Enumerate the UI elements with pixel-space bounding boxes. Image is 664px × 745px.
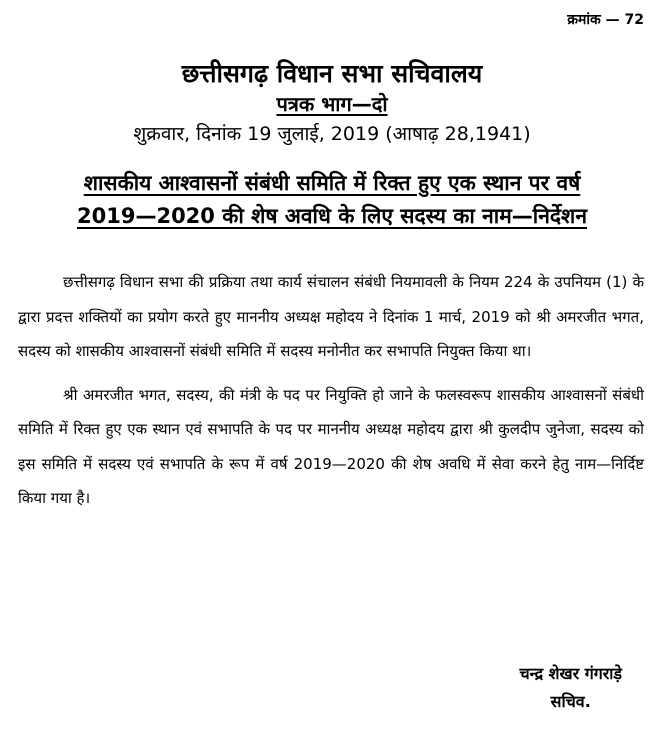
subject-heading <box>0 167 664 233</box>
bulletin-part-title: पत्रक भाग—दो <box>276 92 388 116</box>
secretariat-title: छत्तीसगढ़ विधान सभा सचिवालय <box>181 59 483 88</box>
signatory-name: चन्द्र शेखर गंगराड़े <box>519 664 622 683</box>
subject-line-2: 2019—2020 की शेष अवधि के लिए सदस्य का नाम—निर्देशन <box>77 204 587 228</box>
document-header <box>0 58 664 148</box>
signatory-designation: सचिव. <box>550 692 591 711</box>
document-number: क्रमांक — 72 <box>567 12 644 28</box>
document-body <box>18 265 644 525</box>
subject-line-1: शासकीय आश्वासनों संबंधी समिति में रिक्त हुए एक स्थान पर वर्ष <box>83 171 581 195</box>
signature-block <box>519 660 622 716</box>
body-paragraph-1: छत्तीसगढ़ विधान सभा की प्रक्रिया तथा कार्य संचालन संबंधी नियमावली के नियम 224 के उपनियम (1) के द्वारा प्रदत्त शक्तियों का प्रयोग करते हुए माननीय अध्यक्ष महोदय ने दिनांक 1 मार्च, 2019 को श्री अमरजीत भगत, सदस्य को शासकीय आश्वासनों संबंधी समिति में सदस्य मनोनीत कर सभापति नियुक्त किया था। <box>18 273 644 360</box>
body-paragraph-2: श्री अमरजीत भगत, सदस्य, की मंत्री के पद पर नियुक्ति हो जाने के फलस्वरूप शासकीय आश्वासनों संबंधी समिति में रिक्त हुए एक स्थान एवं सभापति के पद पर माननीय अध्यक्ष महोदय द्वारा श्री कुलदीप जुनेजा, सदस्य को इस समिति में सदस्य एवं सभापति के रूप में वर्ष 2019—2020 की शेष अवधि में सेवा करने हेतु नाम—निर्दिष्ट किया गया है। <box>18 385 644 507</box>
publication-date: शुक्रवार, दिनांक 19 जुलाई, 2019 (आषाढ़ 28,1941) <box>133 123 531 145</box>
